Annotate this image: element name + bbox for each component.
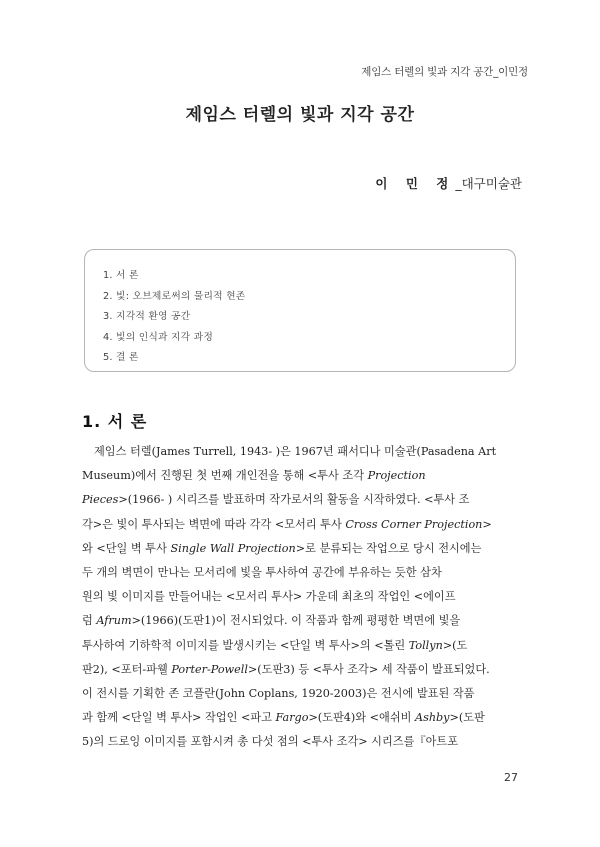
body-line: [82, 634, 518, 658]
body-text-segment: >(1966)(도판1)이 전시되었다. 이 작품과 함께 평평한 벽면에 빛을: [131, 614, 461, 628]
page-title: 제임스 터렐의 빛과 지각 공간: [185, 105, 415, 125]
body-text-segment: >(도: [442, 638, 468, 652]
toc-item: 1. 서 론: [103, 270, 139, 281]
body-text-segment: Museum)에서 진행된 첫 번째 개인전을 통해 <투사 조각: [82, 469, 368, 483]
body-text-segment: 판2), <포터-파웰: [82, 662, 172, 676]
italic-title-text: Projection: [367, 469, 426, 483]
body-line: [82, 585, 518, 609]
body-line: [82, 658, 518, 682]
body-text-segment: >(도판4)와 <애쉬비: [308, 711, 415, 725]
body-text-segment: 과 함께 <단일 벽 투사> 작업인 <파고: [82, 711, 276, 725]
body-text-segment: 두 개의 벽면이 만나는 모서리에 빛을 투사하여 공간에 부유하는 듯한 삼차: [82, 565, 442, 579]
toc-item: 4. 빛의 인식과 지각 과정: [103, 331, 213, 343]
body-text-segment: 투사하여 기하학적 이미지를 발생시키는 <단일 벽 투사>의 <톨린: [82, 638, 409, 652]
table-of-contents: [84, 249, 516, 372]
body-line: [82, 488, 518, 512]
italic-title-text: Cross Corner Projection: [345, 517, 483, 531]
body-text-segment: 각>은 빛이 투사되는 벽면에 따라 각각 <모서리 투사: [82, 517, 346, 531]
body-line: [82, 440, 518, 464]
body-line: [82, 537, 518, 561]
toc-item: 2. 빛: 오브제로써의 물리적 현존: [103, 290, 246, 302]
italic-title-text: Afrum: [96, 614, 132, 628]
body-line: [82, 682, 518, 706]
toc-item: 3. 지각적 환영 공간: [103, 311, 191, 322]
body-line: [82, 464, 518, 488]
italic-title-text: Single Wall Projection: [170, 541, 296, 555]
italic-title-text: Fargo: [275, 711, 309, 725]
body-text-segment: >: [482, 517, 492, 531]
body-text-segment: 럼: [82, 614, 97, 628]
body-line: [82, 730, 518, 754]
toc-item: 5. 결 론: [103, 352, 139, 363]
body-text-segment: 5)의 드로잉 이미지를 포함시켜 총 다섯 점의 <투사 조각> 시리즈를『아트포: [82, 735, 459, 749]
body-text-segment: 이 전시를 기획한 존 코플란(John Coplans, 1920-2003)은 전시에 발표된 작품: [82, 686, 475, 700]
italic-title-text: Ashby: [415, 711, 450, 725]
author-affiliation: _대구미술관: [455, 176, 522, 191]
body-line: [82, 706, 518, 730]
author-line: [375, 174, 522, 192]
body-text-segment: 원의 빛 이미지를 만들어내는 <모서리 투사> 가운데 최초의 작업인 <에이프: [82, 590, 456, 604]
italic-title-text: Porter-Powell: [171, 662, 248, 676]
body-paragraph: [82, 440, 518, 754]
body-text-segment: >(도판3) 등 <투사 조각> 세 작품이 발표되었다.: [247, 662, 490, 676]
body-text-segment: >(도판: [449, 711, 485, 725]
italic-title-text: Pieces: [82, 493, 119, 507]
body-text-segment: 제임스 터렐(James Turrell, 1943- )은 1967년 패서디나 미술관(Pasadena Art: [94, 445, 497, 458]
author-name: 이 민 정: [375, 176, 456, 191]
running-header: 제임스 터렐의 빛과 지각 공간_이민정: [361, 66, 528, 78]
body-line: [82, 513, 518, 537]
body-text-segment: 와 <단일 벽 투사: [82, 541, 171, 555]
body-line: [82, 561, 518, 585]
italic-title-text: Tollyn: [408, 638, 443, 652]
body-line: [82, 609, 518, 633]
body-text-segment: >(1966- ) 시리즈를 발표하며 작가로서의 활동을 시작하였다. <투사 조: [118, 493, 470, 507]
body-text-segment: >로 분류되는 작업으로 당시 전시에는: [295, 541, 482, 555]
section-heading: 1. 서 론: [82, 412, 148, 431]
page-number: 27: [504, 771, 518, 784]
